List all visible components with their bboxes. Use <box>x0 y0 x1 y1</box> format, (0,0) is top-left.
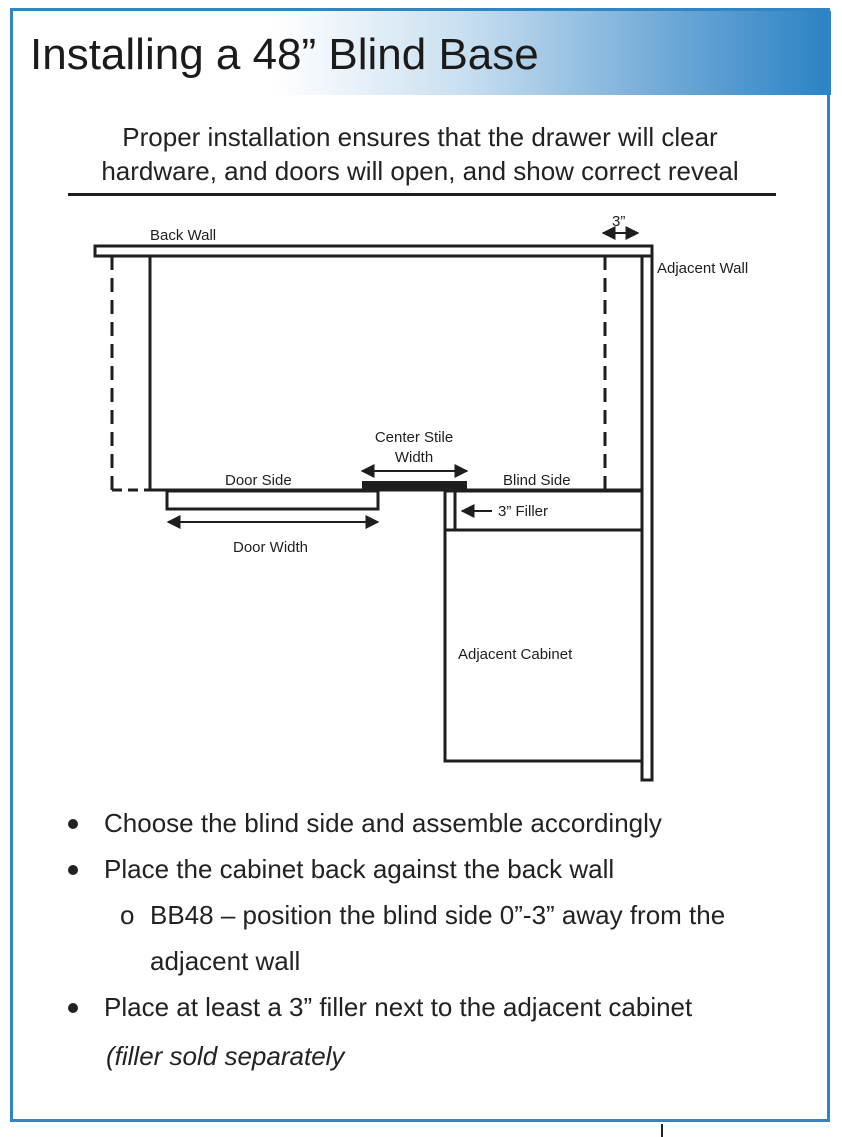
subtitle-line-1: Proper installation ensures that the drawer will clear <box>122 122 718 152</box>
door-shape <box>167 491 378 509</box>
door-side-label: Door Side <box>225 472 292 489</box>
sub-item-line-1: BB48 – position the blind side 0”-3” away from the <box>150 900 726 930</box>
bullet-dot <box>68 819 78 829</box>
instruction-list <box>62 800 822 1082</box>
center-stile-label-1: Center Stile <box>374 429 454 446</box>
page-edge-mark <box>661 1124 663 1137</box>
list-item <box>62 984 822 1030</box>
adjacent-wall-label: Adjacent Wall <box>657 260 749 277</box>
sub-bullet-marker: o <box>120 900 135 930</box>
sub-item-line-2: adjacent wall <box>150 946 301 976</box>
blind-side-label: Blind Side <box>503 472 571 489</box>
filler-note: (filler sold separately <box>106 1041 345 1071</box>
door-width-label: Door Width <box>233 539 309 556</box>
list-item-text: Place the cabinet back against the back wall <box>104 854 615 884</box>
list-item-text: Choose the blind side and assemble accordingly <box>104 808 662 838</box>
gap-label: 3” <box>612 213 626 230</box>
filler-label: 3” Filler <box>498 503 549 520</box>
center-stile-label-2: Width <box>394 449 434 466</box>
adjacent-cabinet-label: Adjacent Cabinet <box>458 646 573 663</box>
back-wall-shape <box>95 246 652 256</box>
subtitle-line-2: hardware, and doors will open, and show correct reveal <box>101 156 739 186</box>
list-item <box>62 846 822 892</box>
bullet-dot <box>68 865 78 875</box>
bullet-dot <box>68 1003 78 1013</box>
back-wall-label: Back Wall <box>150 227 217 244</box>
list-item-text: Place at least a 3” filler next to the adjacent cabinet <box>104 992 693 1022</box>
list-item <box>62 800 822 846</box>
page-title: Installing a 48” Blind Base <box>30 30 539 79</box>
sub-list-item <box>62 892 822 984</box>
